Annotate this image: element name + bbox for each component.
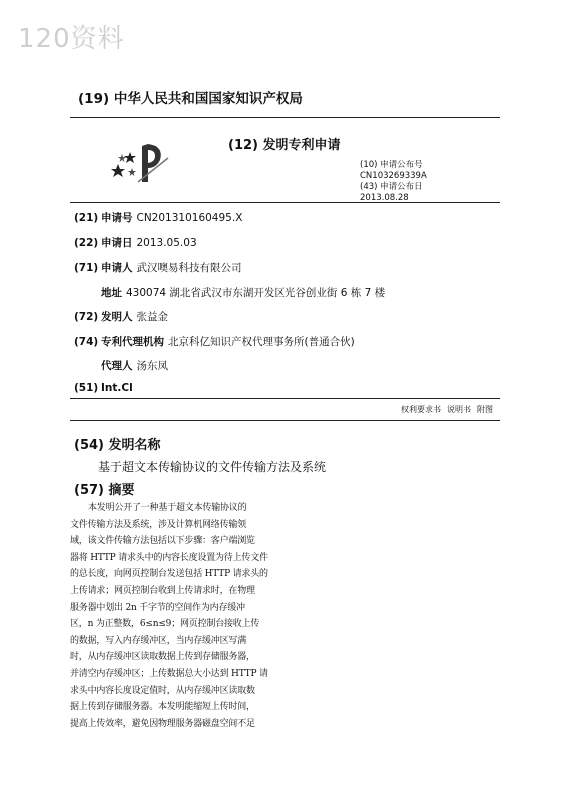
pubinfo-divider: [70, 202, 500, 203]
abstract-line: 文件传输方法及系统，涉及计算机网络传输领: [70, 519, 247, 530]
toc-claims: 权利要求书: [401, 405, 441, 414]
application-number: [74, 210, 242, 225]
field-code: (21): [74, 212, 99, 224]
field-label: 申请号: [101, 212, 133, 224]
abstract-heading: (57) 摘要: [74, 483, 135, 498]
header-divider: [70, 117, 500, 118]
abstract-line: 本发明公开了一种基于超文本传输协议的: [88, 503, 247, 513]
field-value: 2013.05.03: [136, 237, 197, 249]
abstract-line: 并清空内存缓冲区；上传数据总大小达到 HTTP 请: [70, 668, 268, 679]
patent-agent: [101, 358, 168, 373]
field-code: (51): [74, 382, 99, 394]
inventor: [74, 309, 168, 324]
toc-divider: [70, 420, 500, 421]
field-code: (74): [74, 336, 99, 348]
field-value: 汤东凤: [136, 360, 168, 372]
abstract-line: 时，从内存缓冲区读取数据上传到存储服务器，: [70, 652, 255, 663]
toc-drawings: 附图: [477, 405, 493, 414]
issuing-authority: (19) 中华人民共和国国家知识产权局: [78, 91, 303, 107]
abstract-line: 的数据，写入内存缓冲区，当内存缓冲区写满: [70, 635, 247, 646]
field-value: CN201310160495.X: [136, 212, 243, 224]
pub-date: 2013.08.28: [360, 193, 409, 200]
fields-divider: [70, 398, 500, 399]
pub-no-label: (10) 申请公布号: [360, 160, 423, 170]
field-code: (71): [74, 262, 99, 274]
field-code: (22): [74, 237, 99, 249]
document-type: (12) 发明专利申请: [228, 138, 341, 153]
cnipa-logo-icon: [108, 138, 170, 186]
invention-name-heading: (54) 发明名称: [74, 438, 161, 453]
patent-agency: [74, 334, 355, 349]
abstract-line: 求头中内容长度设定值时，从内存缓冲区读取数: [70, 685, 255, 696]
abstract-line: 服务器中划出 2n 千字节的空间作为内存缓冲: [70, 602, 245, 613]
field-label: 专利代理机构: [101, 336, 164, 348]
field-value: 张益金: [136, 311, 168, 323]
applicant: [74, 260, 242, 275]
abstract-line: 提高上传效率，避免因物理服务器磁盘空间不足: [70, 718, 255, 729]
watermark-text: 120资料: [18, 24, 125, 54]
field-label: 代理人: [101, 360, 133, 372]
field-value: 武汉噢易科技有限公司: [136, 262, 242, 274]
application-date: [74, 235, 197, 250]
field-label: 发明人: [101, 311, 133, 323]
field-label: 地址: [101, 287, 122, 299]
field-value: 430074 湖北省武汉市东湖开发区光谷创业街 6 栋 7 楼: [126, 287, 386, 299]
field-label: 申请人: [101, 262, 133, 274]
abstract-line: 据上传到存储服务器。本发明能缩短上传时间，: [70, 702, 255, 713]
publication-info: [360, 160, 500, 200]
applicant-address: [101, 285, 385, 300]
abstract-line: 的总长度，向网页控制台发送包括 HTTP 请求头的: [70, 569, 268, 580]
abstract-body: [70, 500, 290, 732]
abstract-line: 区，n 为正整数，6≤n≤9；网页控制台接收上传: [70, 619, 260, 630]
field-label: 申请日: [101, 237, 133, 249]
field-value: 北京科亿知识产权代理事务所(普通合伙): [168, 336, 355, 348]
pub-no: CN103269339A: [360, 171, 427, 181]
abstract-line: 上传请求；网页控制台收到上传请求时，在物理: [70, 585, 255, 596]
field-label: Int.Cl: [101, 382, 133, 394]
invention-title: 基于超文本传输协议的文件传输方法及系统: [98, 460, 327, 474]
abstract-line: 域，该文件传输方法包括以下步骤：客户端浏览: [70, 536, 255, 547]
field-code: (72): [74, 311, 99, 323]
pub-date-label: (43) 申请公布日: [360, 182, 423, 192]
toc-description: 说明书: [447, 405, 471, 414]
abstract-line: 器将 HTTP 请求头中的内容长度设置为待上传文件: [70, 552, 268, 563]
section-list: [395, 404, 493, 415]
int-cl: [74, 382, 137, 394]
